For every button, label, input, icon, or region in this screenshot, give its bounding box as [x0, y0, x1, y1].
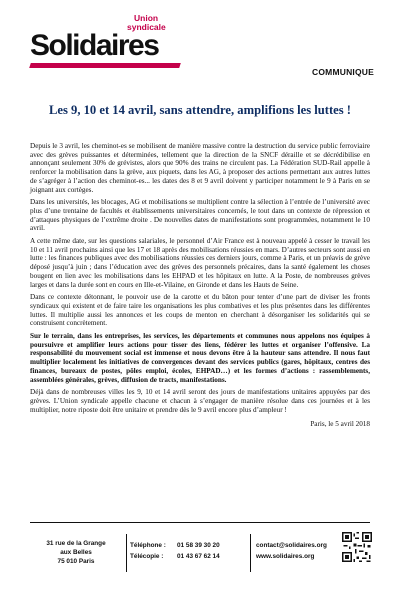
body-paragraph: Dans les universités, les blocages, AG et mobilisations se multiplient contre la sélection à l’entrée de l’université avec plus d’une trentaine de facultés et établissements universitaires concernés, le tout dans un contexte de répression et d’attaques physiques de l’extrême droite . De nouvelles dates de manifestations sont programmées, notamment le 10 avril.: [30, 198, 370, 233]
phone-number: 01 58 39 30 20: [177, 542, 220, 549]
footer: [30, 522, 370, 577]
qr-code-icon: [342, 532, 372, 562]
contact-block: [256, 540, 327, 562]
document-type-label: COMMUNIQUE: [312, 67, 374, 77]
phone-label: Téléphone :: [130, 542, 166, 549]
document-title: Les 9, 10 et 14 avril, sans attendre, amplifions les luttes !: [48, 103, 351, 117]
logo-union-text: Union: [134, 13, 159, 23]
address-line: 31 rue de la Grange: [46, 540, 106, 547]
fax-label: Télécopie :: [130, 553, 164, 560]
body-paragraph: A cette même date, sur les questions salariales, le personnel d’Air France est à nouveau appelé à cesser le travail les 10 et 11 avril prochains ainsi que les 17 et 18 après des mobilisations réussies en mars. D’autres secteurs sont aussi en lutte : les finances publiques avec des mobilisations réussies ces derniers jours, comme à Paris, et un préavis de grève déposé jusqu’à juin ; dans l’éducation avec des grèves des personnels précaires, dans la santé également les choses bougent en lien avec les mobilisations dans les EHPAD et les hôpitaux en lutte. A la Poste, de nombreuses grèves larges et dans la durée sont en cours en Ille-et-Vilaine, en Gironde et dans les Hauts de Seine.: [30, 237, 370, 289]
website-link[interactable]: www.solidaires.org: [256, 553, 315, 560]
body-paragraph: Dans ce contexte détonnant, le pouvoir use de la carotte et du bâton pour tenter d’une part de diviser les fronts syndicaux qui existent et de faire taire les organisations les plus combatives et les plus présentes dans les différentes luttes. Il multiplie aussi les annonces et les coups de menton en cherchant à désorganiser les solidarités qui se construisent concrètement.: [30, 293, 370, 328]
body-paragraph-emphasis: Sur le terrain, dans les entreprises, les services, les départements et communes nous appelons nos équipes à poursuivre et amplifier leurs actions pour tisser des liens, fédérer les luttes et organiser l’offensive. La responsabilité du mouvement social est immense et nous devons être à la hauteur sans attendre. Il nous faut multiplier localement les initiatives de convergences devant des services publics (gares, hôpitaux, centres des finances, bureaux de postes, pôles emploi, écoles, EHPAD…) et les formes d’actions : rassemblements, assemblées générales, grèves, diffusion de tracts, manifestations.: [30, 332, 370, 384]
phone-block: [130, 540, 220, 562]
footer-divider: [250, 534, 251, 572]
address-line: aux Belles: [60, 549, 92, 556]
body-paragraph: Depuis le 3 avril, les cheminot-es se mobilisent de manière massive contre la destruction du service public ferroviaire avec des grèves puissantes et déterminées, tellement que la direction de la SNCF déraille et se décrédibilise en annonçant seulement 30% de grévistes, alors que 90% des trains ne circulent pas. La Fédération SUD-Rail appelle à renforcer la mobilisation dans la grève, aux piquets, dans les AG, à proposer des actions permettant aux autres luttes de s’agréger à l’action des cheminot-es... les dates des 8 et 9 avril doivent y participer notamment le 9 à Paris en se joignant aux cortèges.: [30, 142, 370, 194]
document-body: [30, 142, 370, 429]
address-line: 75 010 Paris: [57, 558, 95, 565]
logo-syndicale-text: syndicale: [127, 22, 166, 32]
postal-address: [30, 539, 122, 566]
solidaires-logo: [30, 14, 180, 76]
fax-number: 01 43 67 62 14: [177, 553, 220, 560]
signoff-date: Paris, le 5 avril 2018: [310, 420, 370, 429]
logo-wordmark: Solidaires: [30, 29, 159, 62]
email-link[interactable]: contact@solidaires.org: [256, 542, 327, 549]
footer-divider: [126, 534, 127, 572]
logo-stripe: [29, 63, 181, 68]
body-paragraph: Déjà dans de nombreuses villes les 9, 10 et 14 avril seront des jours de manifestations unitaires appuyées par des grèves. L’Union syndicale appelle chacune et chacun à s’engager de manière résolue dans ces journées et à les multiplier, notre riposte doit être unitaire et prendre dès le 9 avril encore plus d’ampleur !: [30, 388, 370, 414]
